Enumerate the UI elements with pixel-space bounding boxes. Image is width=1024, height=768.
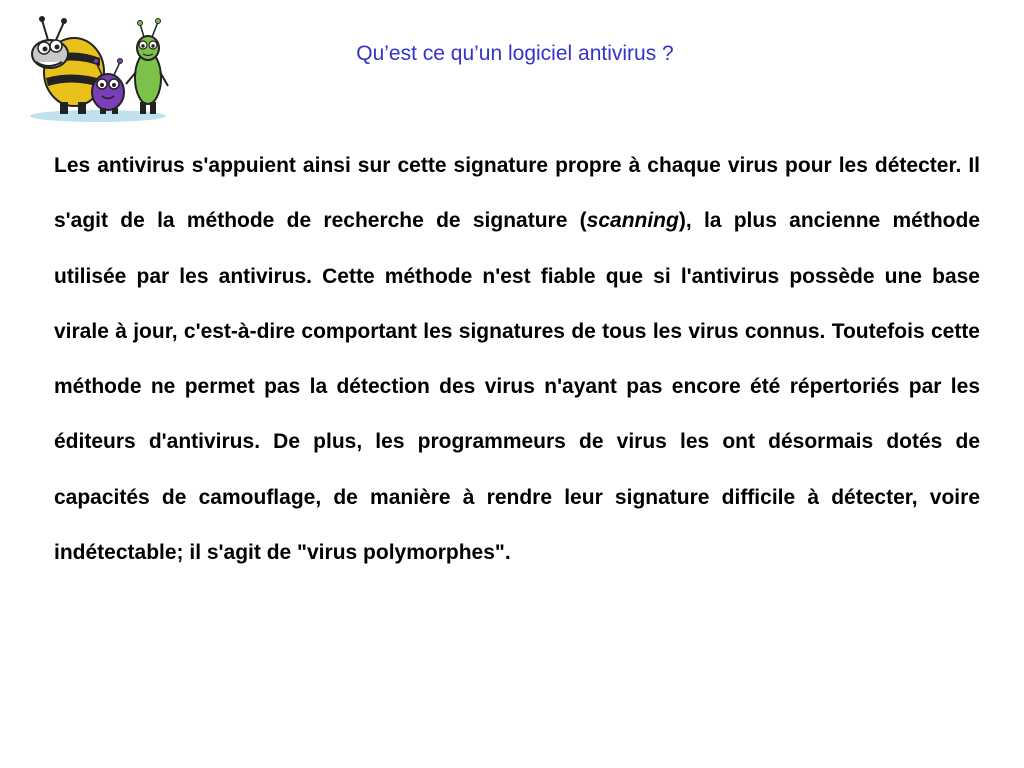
slide-title: Qu’est ce qu’un logiciel antivirus ? [356,42,674,65]
body-text-after: ), la plus ancienne méthode utilisée par les antivirus. Cette méthode n'est fiable que si l'antivirus possède une base virale à jour, c'est-à-dire comportant les signatures de tous les virus connus. Toutefois cette méthode ne permet pas la détection des virus n'ayant pas encore été répertoriés par les éditeurs d'antivirus. De plus, les programmeurs de virus les ont désormais dotés de capacités de camouflage, de manière à rendre leur signature difficile à détecter, voire indétectable; il s'agit de "virus polymorphes". [54,209,980,565]
cartoon-virus-bugs-icon [22,12,174,124]
body-paragraph [54,138,980,580]
body-text-before: Les antivirus s'appuient ainsi sur cette signature propre à chaque virus pour les détecter. Il s'agit de la méthode de recherche de signature ( [54,154,980,233]
scanning-term: scanning [586,209,679,233]
